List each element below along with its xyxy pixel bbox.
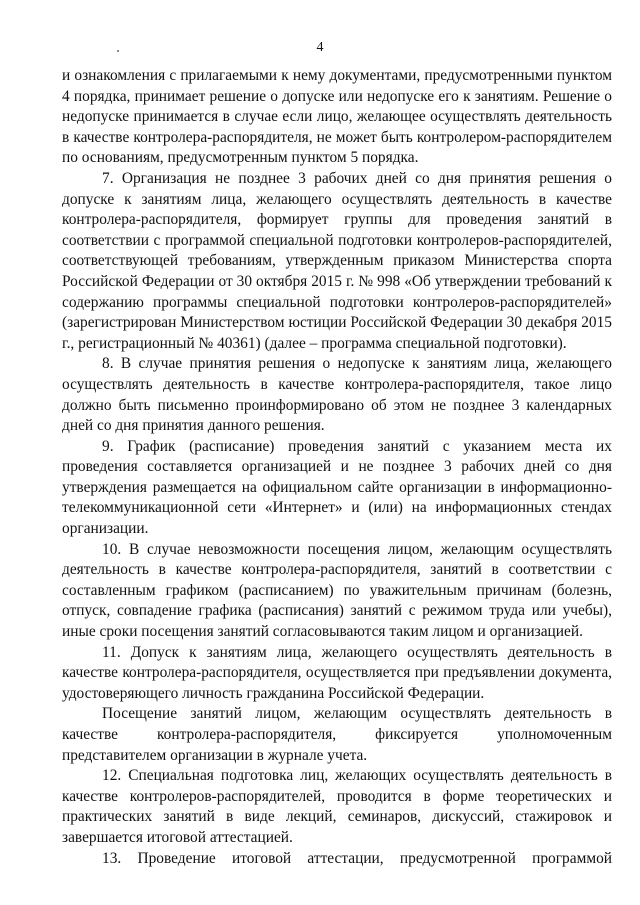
paragraph-13: 13. Проведение итоговой аттестации, предусмотренной программой <box>102 849 612 867</box>
paragraph-12: 12. Специальная подготовка лиц, желающих осуществлять деятельность в качестве контролеров-распорядителей, проводится в форме теоретических и практических занятий в виде лекций, семинаров, дискуссий, стажировок и завершается итоговой аттестацией. <box>62 767 612 846</box>
paragraph-11: 11. Допуск к занятиям лица, желающего осуществлять деятельность в качестве контролера-распорядителя, осуществляется при предъявлении документа, удостоверяющего личность гражданина Российской Федерации. <box>62 643 612 702</box>
paragraph-8: 8. В случае принятия решения о недопуске к занятиям лица, желающего осуществлять деятельность в качестве контролера-распорядителя, такое лицо должно быть письменно проинформировано об этом не позднее 3 календарных дней со дня принятия данного решения. <box>62 355 612 435</box>
paragraph-11-attendance: Посещение занятий лицом, желающим осуществлять деятельность в качестве контролера-распорядителя, фиксируется уполномоченным представителем организации в журнале учета. <box>62 705 612 764</box>
paragraph-10: 10. В случае невозможности посещения лицом, желающим осуществлять деятельность в качестве контролера-распорядителя, занятий в соответствии с составленным графиком (расписанием) по уважительным причинам (болезнь, отпуск, совпадение графика (расписания) занятий с режимом труда или учебы), иные сроки посещения занятий согласовываются таким лицом и организацией. <box>62 540 612 641</box>
page-number: 4 <box>316 40 324 55</box>
paragraph-9: 9. График (расписание) проведения занятий с указанием места их проведения составляется организацией и не позднее 3 рабочих дней со дня утверждения размещается на официальном сайте организации в информационно-телекоммуникационной сети «Интернет» и (или) на информационных стендах организации. <box>62 437 612 538</box>
document-body <box>62 66 612 869</box>
paragraph-continuation: и ознакомления с прилагаемыми к нему документами, предусмотренными пунктом 4 порядка, принимает решение о допуске или недопуске его к занятиям. Решение о недопуске принимается в случае если лицо, желающее осуществлять деятельность в качестве контролера-распорядителя, не может быть контролером-распорядителем по основаниям, предусмотренным пунктом 5 порядка. <box>62 67 612 167</box>
paragraph-7: 7. Организация не позднее 3 рабочих дней со дня принятия решения о допуске к занятиям лица, желающего осуществлять деятельность в качестве контролера-распорядителя, формирует группы для проведения занятий в соответствии с программой специальной подготовки контролеров-распорядителей, соответствующей требованиям, утвержденным приказом Министерства спорта Российской Федерации от 30 октября 2015 г. № 998 «Об утверждении требований к содержанию программы специальной подготовки контролеров-распорядителей» (зарегистрирован Министерством юстиции Российской Федерации 30 декабря 2015 г., регистрационный № 40361) (далее – программа специальной подготовки). <box>62 169 612 352</box>
